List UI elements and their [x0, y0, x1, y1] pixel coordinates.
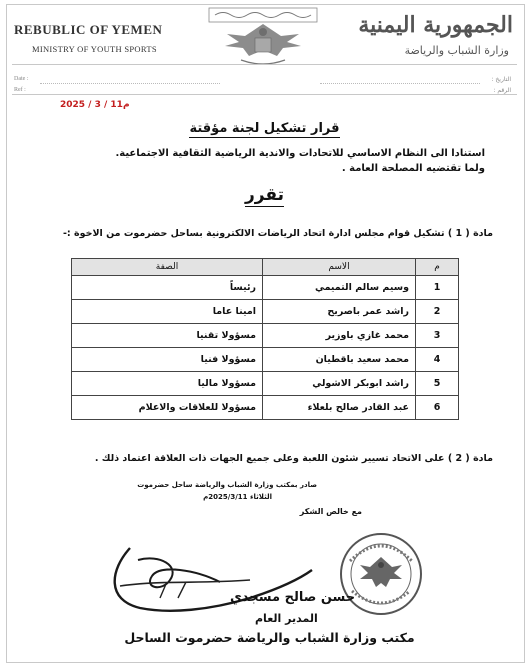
handwritten-signature-icon: [100, 540, 320, 620]
row-role: رئيساً: [72, 276, 263, 300]
table-row: [72, 348, 459, 372]
issued-line-2: الثلاثاء 2025/3/11م: [203, 493, 272, 501]
letterhead-ar-country: الجمهورية اليمنية: [358, 12, 513, 38]
article-2: مادة ( 2 ) على الاتحاد تسيير شئون اللعبة وعلى جميع الجهات ذات العلاقة اعتماد ذلك .: [94, 453, 493, 464]
closing-thanks: مع خالص الشكر: [299, 507, 362, 516]
row-num: 4: [416, 348, 459, 372]
ar-date-label: التاريخ :: [491, 76, 511, 83]
table-row: [72, 276, 459, 300]
row-num: 2: [416, 300, 459, 324]
signatory-name: حسن صالح مسجدي: [230, 590, 356, 605]
document-date: 2025 / 3 / 11م: [60, 100, 130, 110]
article-1: مادة ( 1 ) تشكيل قوام مجلس ادارة اتحاد الرياضات الالكترونية بساحل حضرموت من الاخوة :-: [62, 228, 493, 239]
en-date-line: [40, 83, 220, 84]
row-role: مسؤولا فنيا: [72, 348, 263, 372]
row-name: وسيم سالم التميمي: [263, 276, 416, 300]
header-bottom-divider: [12, 94, 517, 95]
table-row: [72, 372, 459, 396]
letterhead-divider: [12, 64, 517, 65]
signatory-title: المدير العام: [255, 612, 318, 625]
letterhead-en-country: REBUBLIC OF YEMEN: [14, 22, 163, 37]
table-header-row: [72, 259, 459, 276]
row-name: محمد سعيد باقطيان: [263, 348, 416, 372]
en-ref-label: Ref :: [14, 87, 26, 93]
row-name: محمد غازي باوزير: [263, 324, 416, 348]
row-role: مسؤولا للعلاقات والاعلام: [72, 396, 263, 420]
row-num: 6: [416, 396, 459, 420]
issued-line-1: صادر بمكتب وزارة الشباب والرياضة ساحل حضرموت: [137, 481, 317, 489]
row-num: 3: [416, 324, 459, 348]
en-date-label: Date :: [14, 76, 29, 82]
letterhead-en-ministry: MINISTRY OF YOUTH SPORTS: [32, 44, 157, 54]
row-role: امينا عاما: [72, 300, 263, 324]
row-name: راشد عمر باصريح: [263, 300, 416, 324]
members-table: [71, 258, 459, 420]
header-role: الصفة: [72, 259, 263, 276]
yemen-eagle-emblem-icon: [205, 6, 321, 66]
letterhead-ar-ministry: وزارة الشباب والرياضة: [404, 44, 509, 57]
header-num: م: [416, 259, 459, 276]
row-num: 1: [416, 276, 459, 300]
ar-date-line: [320, 83, 480, 84]
table-row: [72, 324, 459, 348]
preamble-line-2: ولما تقتضيه المصلحة العامة .: [341, 163, 485, 174]
document-title: قرار تشكيل لجنة مؤقتة: [189, 121, 340, 136]
decides-heading: تقرر: [245, 185, 284, 205]
signatory-office: مكتب وزارة الشباب والرياضة حضرموت الساحل: [124, 630, 415, 645]
ar-ref-label: الرقم :: [493, 87, 511, 94]
table-row: [72, 300, 459, 324]
row-role: مسؤولا تقنيا: [72, 324, 263, 348]
row-name: راشد ابوبكر الاشولي: [263, 372, 416, 396]
table-row: [72, 396, 459, 420]
row-num: 5: [416, 372, 459, 396]
preamble-line-1: استنادا الى النظام الاساسي للاتحادات والاندية الرياضية الثقافية الاجتماعية.: [115, 148, 485, 159]
row-name: عبد القادر صالح بلعلاء: [263, 396, 416, 420]
header-name: الاسم: [263, 259, 416, 276]
row-role: مسؤولا ماليا: [72, 372, 263, 396]
